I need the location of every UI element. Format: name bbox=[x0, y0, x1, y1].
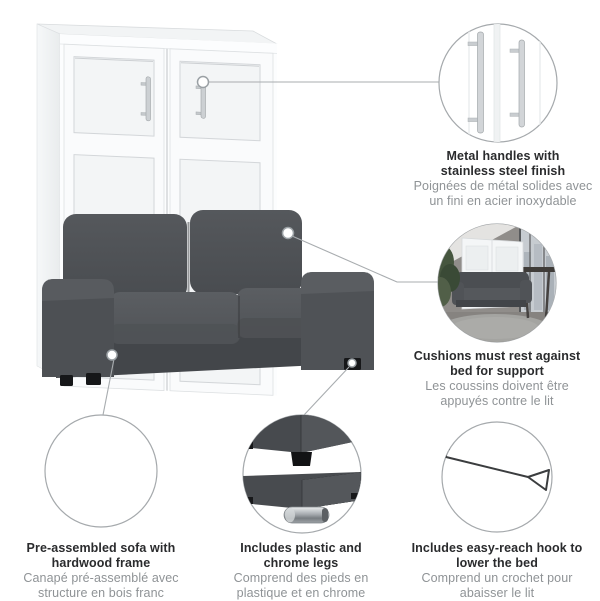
sofa-back-cushion-right bbox=[190, 210, 302, 294]
callout-circle-hook bbox=[442, 422, 552, 532]
callout-title-line: lower the bed bbox=[456, 556, 538, 570]
mini-sofa bbox=[452, 272, 532, 307]
callout-title-line: bed for support bbox=[450, 364, 544, 378]
callout-title-line: Metal handles with bbox=[446, 149, 560, 163]
callout-subtitle-line: plastique et en chrome bbox=[236, 586, 366, 600]
marker-dot-sofa-side bbox=[107, 350, 117, 360]
callout-subtitle-line: structure en bois franc bbox=[38, 586, 164, 600]
callout-subtitle-line: abaisser le lit bbox=[459, 586, 535, 600]
marker-dot-cushion bbox=[283, 228, 294, 239]
callout-subtitle-line: appuyés contre le lit bbox=[440, 394, 554, 408]
callout-subtitle-line: Comprend un crochet pour bbox=[421, 571, 573, 585]
callout-title-line: hardwood frame bbox=[51, 556, 151, 570]
callout-text-legs bbox=[201, 541, 401, 601]
callout-circle-sofa bbox=[45, 415, 157, 527]
callout-title-line: stainless steel finish bbox=[440, 164, 566, 178]
marker-dot-leg bbox=[348, 359, 356, 367]
callout-title-line: Includes plastic and bbox=[240, 541, 362, 555]
sofa bbox=[42, 210, 374, 386]
callout-circle-legs bbox=[242, 410, 362, 533]
callout-subtitle-line: Les coussins doivent être bbox=[425, 379, 569, 393]
callout-text-sofa bbox=[1, 541, 201, 601]
callout-subtitle-line: Poignées de métal solides avec bbox=[413, 179, 593, 193]
callout-subtitle-line: Canapé pré-assemblé avec bbox=[23, 571, 179, 585]
sofa-foot bbox=[86, 373, 101, 385]
callout-title-line: Includes easy-reach hook to bbox=[411, 541, 583, 555]
callout-circle-room bbox=[429, 223, 557, 344]
marker-dot-handle bbox=[198, 77, 209, 88]
callout-subtitle-line: un fini en acier inoxydable bbox=[429, 194, 577, 208]
callout-title-line: chrome legs bbox=[263, 556, 339, 570]
callout-text-handles bbox=[393, 149, 600, 209]
callout-circle-handles bbox=[439, 23, 557, 143]
callout-text-cushions bbox=[387, 349, 600, 409]
sofa-foot bbox=[60, 375, 73, 386]
callout-title-line: Pre-assembled sofa with bbox=[26, 541, 176, 555]
callout-text-hook bbox=[397, 541, 597, 601]
callout-title-line: Cushions must rest against bbox=[413, 349, 581, 363]
callout-subtitle-line: Comprend des pieds en bbox=[233, 571, 369, 585]
connector-legs bbox=[304, 367, 349, 415]
